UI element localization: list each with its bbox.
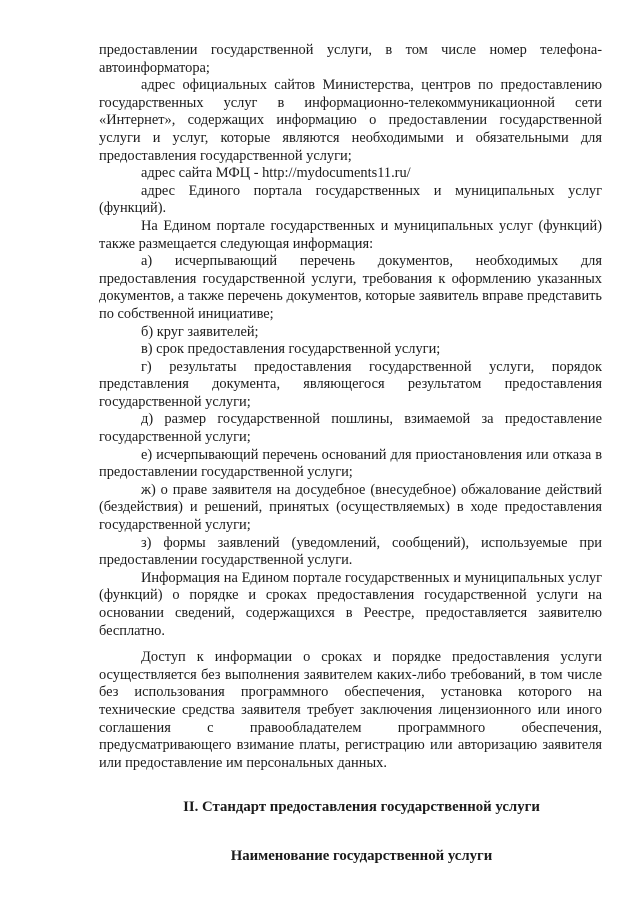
paragraph-portal-free-info: Информация на Едином портале государственных и муниципальных услуг (функций) о порядке и сроках предоставления государственной услуги на основании сведений, содержащихся в Реестре, предоставляется заявителю бесплатно. (99, 569, 602, 639)
subsection-heading: Наименование государственной услуги (230, 848, 493, 865)
paragraph-mfc-site: адрес сайта МФЦ - http://mydocuments11.ru/ (141, 165, 411, 182)
list-item-a: а) исчерпывающий перечень документов, необходимых для предоставления государственной услуги, требования к оформлению указанных документов, а также перечень документов, которые заявитель вправе представить по собственной инициативе; (99, 253, 602, 322)
list-item-g: г) результаты предоставления государственной услуги, порядок представления документа, являющегося результатом предоставления государственной услуги; (99, 358, 602, 410)
list-item-z: з) формы заявлений (уведомлений, сообщений), используемые при предоставлении государственной услуги. (99, 534, 602, 569)
paragraph-official-sites: адрес официальных сайтов Министерства, центров по предоставлению государственных услуг в информационно-телекоммуникационной сети «Интернет», содержащих информацию о предоставлении государственной услуги и услуг, которые являются необходимыми и обязательными для предоставления государственной услуги; (99, 77, 602, 164)
paragraph-continuation: предоставлении государственной услуги, в том числе номер телефона-автоинформатора; (99, 42, 602, 76)
list-item-e: е) исчерпывающий перечень оснований для приостановления или отказа в предоставлении государственной услуги; (99, 446, 602, 481)
list-item-v: в) срок предоставления государственной услуги; (141, 341, 441, 358)
paragraph-unified-portal: адрес Единого портала государственных и муниципальных услуг (функций). (99, 182, 602, 217)
paragraph-portal-info-intro: На Едином портале государственных и муниципальных услуг (функций) также размещается следующая информация: (99, 217, 602, 252)
paragraph-access-info: Доступ к информации о сроках и порядке предоставления услуги осуществляется без выполнения заявителем каких-либо требований, в том числе без использования программного обеспечения, установка которого на технические средства заявителя требует заключения лицензионного или иного соглашения с правообладателем программного обеспечения, предусматривающего взимание платы, регистрацию или авторизацию заявителя или предоставление им персональных данных. (99, 649, 602, 771)
list-item-d: д) размер государственной пошлины, взимаемой за предоставление государственной услуги; (99, 411, 602, 446)
list-item-b: б) круг заявителей; (141, 323, 259, 340)
section-heading: II. Стандарт предоставления государственной услуги (183, 799, 540, 816)
list-item-zh: ж) о праве заявителя на досудебное (внесудебное) обжалование действий (бездействия) и решений, принятых (осуществляемых) в ходе предоставления государственной услуги; (99, 481, 602, 534)
